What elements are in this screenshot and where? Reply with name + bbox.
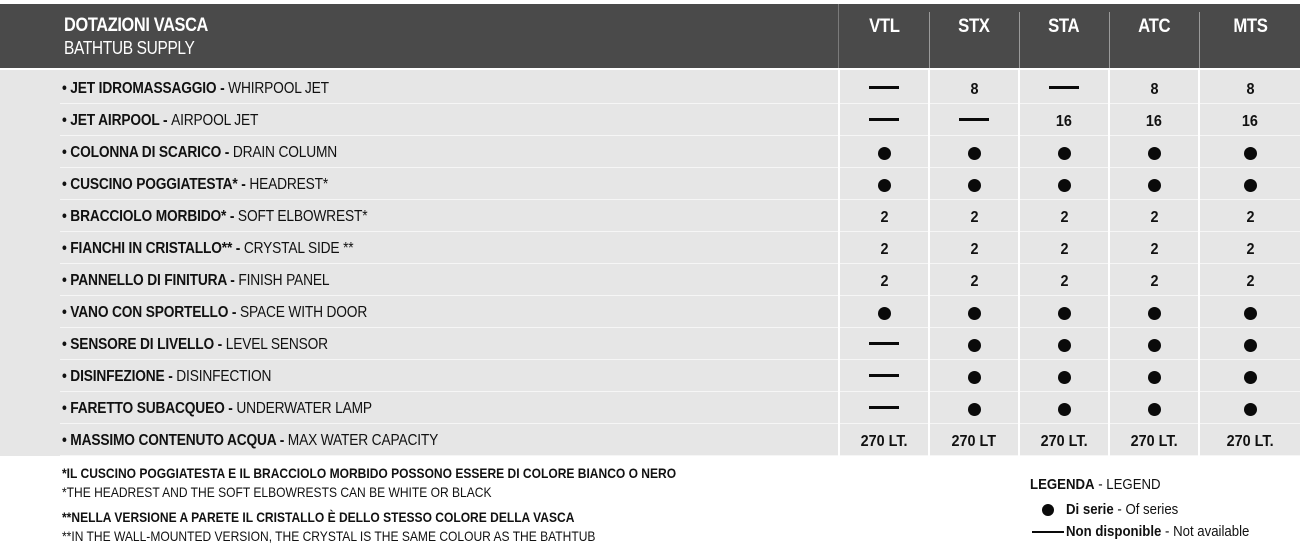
row-label-en: MAX WATER CAPACITY [287,432,439,449]
table-row [0,360,1300,392]
header-divider [838,4,839,68]
header-divider [1109,12,1110,68]
cell-standard [930,360,1018,392]
row-label-it: PANNELLO DI FINITURA [70,272,227,289]
row-label-en: SPACE WITH DOOR [239,304,368,321]
dash-icon [869,342,899,345]
column-header-stx: STX [958,16,990,37]
dot-icon [1244,147,1257,160]
row-label: • CUSCINO POGGIATESTA* - HEADREST* [62,176,329,193]
legend-series-en: Of series [1125,501,1179,518]
row-label: • SENSORE DI LIVELLO - LEVEL SENSOR [62,336,328,353]
footnote-1-en: *THE HEADREST AND THE SOFT ELBOWRESTS CAN BE WHITE OR BLACK [62,484,492,500]
header-divider [1019,12,1020,68]
cell-value: 270 LT. [1040,432,1088,450]
row-label: • COLONNA DI SCARICO - DRAIN COLUMN [62,144,338,161]
table-row [0,168,1300,200]
cell-standard [1110,168,1198,200]
legend-title-en: LEGEND [1106,476,1161,493]
legend-series: Di serie - Of series [1030,501,1194,518]
dot-icon [968,403,981,416]
row-label: • DISINFEZIONE - DISINFECTION [62,368,272,385]
dash-icon [869,118,899,121]
cell-standard [1020,136,1108,168]
dot-icon [1058,403,1071,416]
dot-icon [1244,307,1257,320]
table-row [0,232,1300,264]
cell-standard [1110,328,1198,360]
cell-standard [1110,360,1198,392]
dot-icon [878,179,891,192]
row-label-en: LEVEL SENSOR [225,336,328,353]
table-row [0,392,1300,424]
dot-icon [1148,179,1161,192]
table-subtitle: BATHTUB SUPPLY [64,38,195,58]
row-label-it: VANO CON SPORTELLO [70,304,229,321]
cell-standard [1200,392,1300,424]
row-label-it: MASSIMO CONTENUTO ACQUA [70,432,277,449]
row-label-it: DISINFEZIONE [70,368,165,385]
cell-standard [840,168,928,200]
cell-standard [840,136,928,168]
row-label: • FARETTO SUBACQUEO - UNDERWATER LAMP [62,400,372,417]
cell-standard [1020,360,1108,392]
dash-icon [1049,86,1079,89]
cell-standard [1020,296,1108,328]
cell-value: 8 [1245,80,1255,98]
cell-value: 2 [1059,240,1069,258]
cell-value: 270 LT. [1130,432,1178,450]
cell-value: 2 [1149,272,1159,290]
column-header-vtl: VTL [868,16,900,37]
row-divider [60,455,1300,456]
dash-icon [959,118,989,121]
dot-icon [1042,504,1054,516]
table-row [0,424,1300,456]
cell-value: 2 [969,272,979,290]
table-title: DOTAZIONI VASCA [64,15,209,36]
dot-icon [1058,307,1071,320]
cell-not-available [840,104,928,136]
dot-icon [968,371,981,384]
cell-standard [1200,136,1300,168]
table-row [0,136,1300,168]
dot-icon [1058,371,1071,384]
cell-standard [1110,136,1198,168]
dot-icon [1148,371,1161,384]
table-row [0,200,1300,232]
cell-value: 2 [1059,272,1069,290]
cell-standard [930,328,1018,360]
dot-icon [968,307,981,320]
legend-na-it: Non disponible [1066,523,1162,540]
row-label-it: FARETTO SUBACQUEO [70,400,225,417]
dot-icon [1148,339,1161,352]
column-divider [838,70,840,456]
cell-standard [930,168,1018,200]
cell-value: 2 [969,208,979,226]
dot-icon [878,147,891,160]
cell-standard [1110,296,1198,328]
row-label-it: FIANCHI IN CRISTALLO** [70,240,233,257]
cell-value: 8 [969,80,979,98]
cell-not-available [840,392,928,424]
column-header-mts: MTS [1232,16,1268,37]
dash-icon [869,86,899,89]
cell-standard [930,296,1018,328]
column-header-sta: STA [1048,16,1080,37]
cell-value: 2 [1149,208,1159,226]
header-divider [1199,12,1200,68]
column-divider [1018,70,1020,456]
row-label: • JET IDROMASSAGGIO - WHIRPOOL JET [62,80,329,97]
cell-value: 8 [1149,80,1159,98]
row-label-it: SENSORE DI LIVELLO [70,336,215,353]
cell-standard [1200,168,1300,200]
cell-standard [930,392,1018,424]
row-label: • FIANCHI IN CRISTALLO** - CRYSTAL SIDE ** [62,240,354,257]
row-label: • VANO CON SPORTELLO - SPACE WITH DOOR [62,304,368,321]
cell-standard [930,136,1018,168]
header-divider [929,12,930,68]
column-header-atc: ATC [1137,16,1171,37]
dot-icon [1058,179,1071,192]
legend-not-available: Non disponible - Not available [1030,523,1274,540]
cell-standard [1200,360,1300,392]
row-label-en: UNDERWATER LAMP [236,400,372,417]
cell-standard [1020,392,1108,424]
footnote-1-it: *IL CUSCINO POGGIATESTA E IL BRACCIOLO MORBIDO POSSONO ESSERE DI COLORE BIANCO O NERO [62,465,677,481]
legend-series-it: Di serie [1066,501,1114,518]
row-label: • BRACCIOLO MORBIDO* - SOFT ELBOWREST* [62,208,368,225]
dash-icon [1032,531,1064,533]
dash-icon [869,374,899,377]
cell-not-available [930,104,1018,136]
row-label-en: CRYSTAL SIDE ** [243,240,354,257]
row-label-it: CUSCINO POGGIATESTA* [70,176,238,193]
cell-value: 16 [1055,112,1073,130]
dot-icon [878,307,891,320]
table-body [0,70,1300,456]
table-header [0,4,1300,68]
footnote-2-en: **IN THE WALL-MOUNTED VERSION, THE CRYSTAL IS THE SAME COLOUR AS THE BATHTUB [62,528,596,544]
cell-value: 2 [879,240,889,258]
dot-icon [968,147,981,160]
cell-value: 2 [1059,208,1069,226]
cell-value: 270 LT. [860,432,908,450]
table-row [0,72,1300,104]
dot-icon [1244,339,1257,352]
row-label-it: BRACCIOLO MORBIDO* [70,208,227,225]
row-label: • PANNELLO DI FINITURA - FINISH PANEL [62,272,330,289]
cell-value: 2 [879,272,889,290]
row-label-en: SOFT ELBOWREST* [237,208,368,225]
cell-value: 2 [1245,272,1255,290]
dot-icon [1058,339,1071,352]
cell-value: 16 [1145,112,1163,130]
cell-value: 2 [969,240,979,258]
row-label-it: JET AIRPOOL [70,112,160,129]
cell-value: 2 [1245,240,1255,258]
cell-standard [1020,168,1108,200]
dot-icon [1148,307,1161,320]
cell-value: 270 LT. [1226,432,1274,450]
cell-standard [1200,328,1300,360]
dot-icon [1148,147,1161,160]
row-label-en: DRAIN COLUMN [232,144,338,161]
row-label: • JET AIRPOOL - AIRPOOL JET [62,112,259,129]
column-divider [1198,70,1200,456]
row-label-en: FINISH PANEL [238,272,330,289]
footnote-2-it: **NELLA VERSIONE A PARETE IL CRISTALLO È DELLO STESSO COLORE DELLA VASCA [62,509,575,525]
dot-icon [1148,403,1161,416]
dot-icon [968,179,981,192]
cell-value: 2 [1149,240,1159,258]
legend-title: LEGENDA - LEGEND [1030,476,1161,493]
cell-standard [1110,392,1198,424]
legend-title-it: LEGENDA [1030,476,1095,493]
column-divider [1108,70,1110,456]
table-row [0,104,1300,136]
column-divider [928,70,930,456]
dot-icon [1244,179,1257,192]
row-label-en: HEADREST* [249,176,329,193]
row-label-it: JET IDROMASSAGGIO [70,80,217,97]
cell-value: 16 [1241,112,1259,130]
cell-value: 2 [879,208,889,226]
row-label-it: COLONNA DI SCARICO [70,144,222,161]
dash-icon [869,406,899,409]
cell-standard [840,296,928,328]
dot-icon [1058,147,1071,160]
legend-na-en: Not available [1173,523,1250,540]
cell-standard [1200,296,1300,328]
dot-icon [1244,371,1257,384]
row-label-en: WHIRPOOL JET [228,80,329,97]
cell-value: 2 [1245,208,1255,226]
table-row [0,296,1300,328]
row-label-en: DISINFECTION [176,368,272,385]
row-label-en: AIRPOOL JET [171,112,259,129]
dot-icon [968,339,981,352]
dot-icon [1244,403,1257,416]
cell-standard [1020,328,1108,360]
table-row [0,328,1300,360]
table-row [0,264,1300,296]
cell-value: 270 LT [951,432,997,450]
cell-not-available [840,72,928,104]
cell-not-available [840,360,928,392]
row-label: • MASSIMO CONTENUTO ACQUA - MAX WATER CAPACITY [62,432,439,449]
cell-not-available [1020,72,1108,104]
cell-not-available [840,328,928,360]
